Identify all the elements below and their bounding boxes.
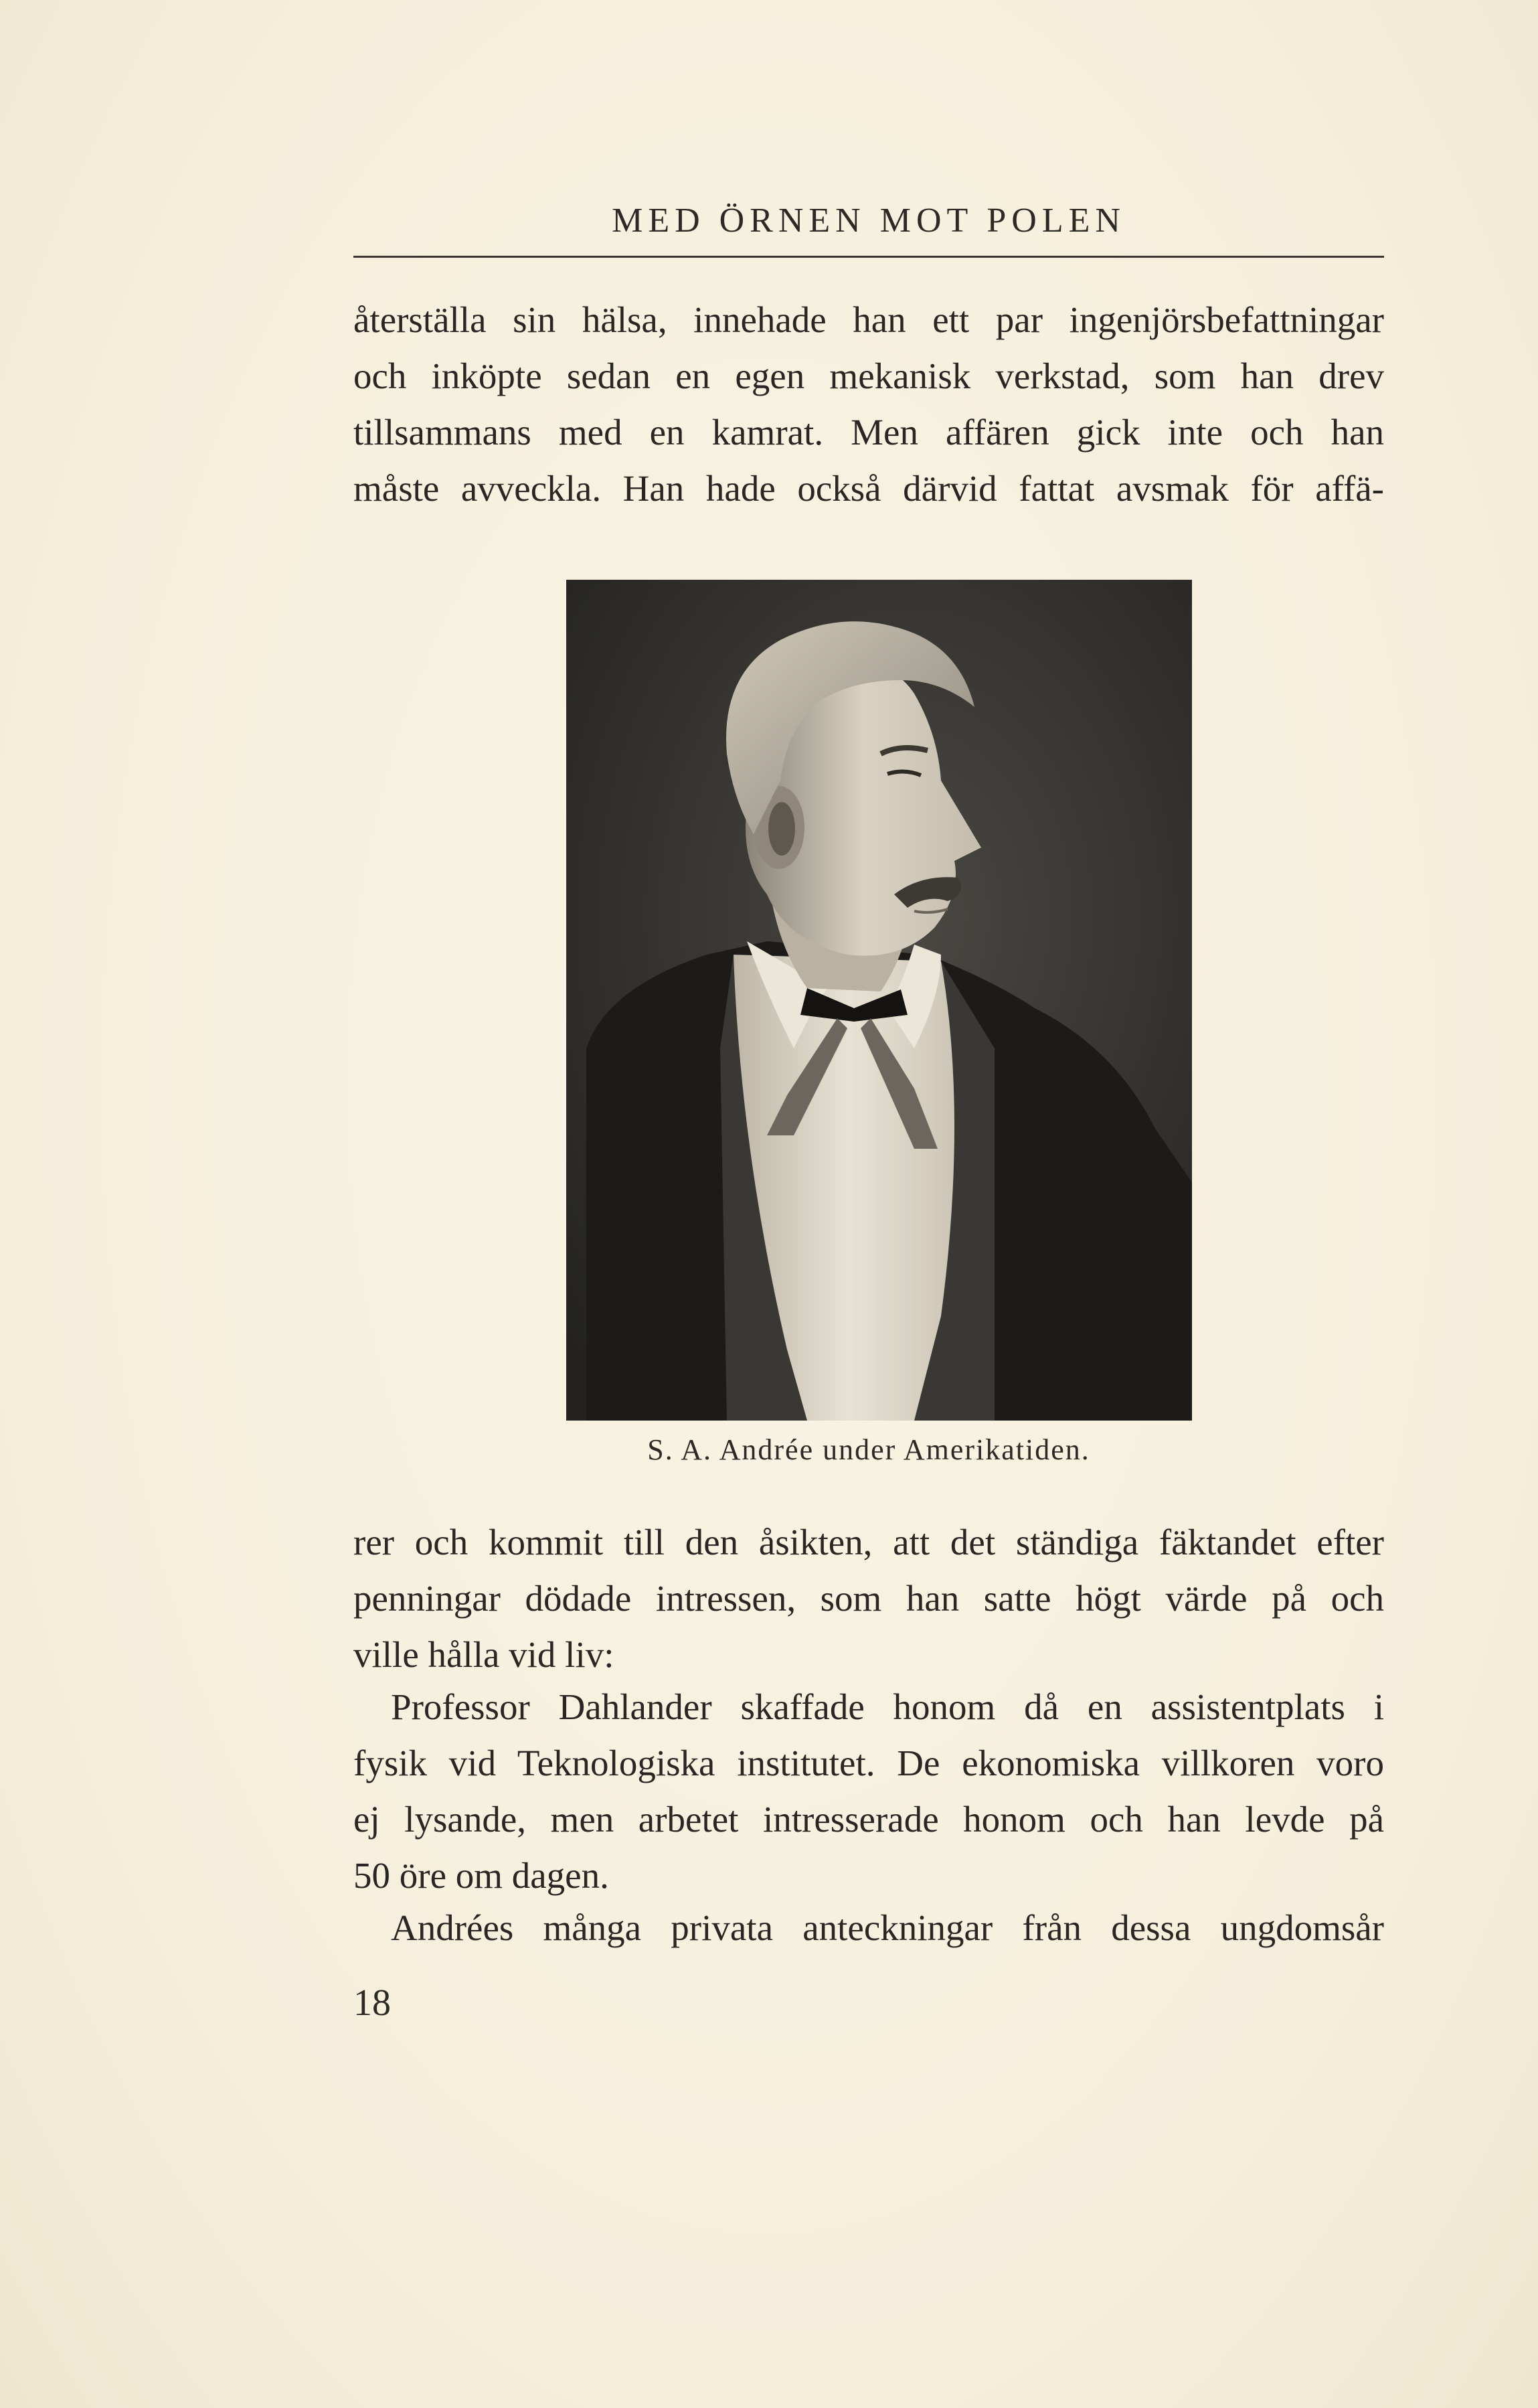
text-line: måste avveckla. Han hade också därvid fattat avsmak för affä- — [353, 468, 1384, 509]
header-rule — [353, 256, 1384, 258]
text-line: fysik vid Teknologiska institutet. De ekonomiska villkoren voro — [353, 1743, 1384, 1783]
text-line: Andrées många privata anteckningar från dessa ungdomsår — [391, 1907, 1384, 1948]
text-line: återställa sin hälsa, innehade han ett par ingenjörsbefattningar — [353, 299, 1384, 340]
text-line: ville hålla vid liv: — [353, 1634, 614, 1675]
figure-caption: S. A. Andrée under Amerikatiden. — [647, 1433, 1090, 1466]
portrait-photograph — [566, 580, 1192, 1421]
paragraph-3 — [353, 1679, 1384, 1904]
text-line: ej lysande, men arbetet intresserade honom och han levde på — [353, 1799, 1384, 1840]
paragraph-1 — [353, 292, 1384, 517]
paragraph-4 — [353, 1900, 1384, 1956]
text-line: Professor Dahlander skaffade honom då en assistentplats i — [391, 1686, 1384, 1727]
text-line: 50 öre om dagen. — [353, 1855, 609, 1896]
text-line: rer och kommit till den åsikten, att det ständiga fäktandet efter — [353, 1522, 1384, 1562]
paragraph-2 — [353, 1514, 1384, 1683]
text-line: och inköpte sedan en egen mekanisk verkstad, som han drev — [353, 355, 1384, 396]
page-number: 18 — [353, 1982, 391, 2024]
text-line: penningar dödade intressen, som han satte högt värde på och — [353, 1578, 1384, 1619]
text-line: tillsammans med en kamrat. Men affären gick inte och han — [353, 412, 1384, 453]
running-head: MED ÖRNEN MOT POLEN — [612, 202, 1126, 240]
